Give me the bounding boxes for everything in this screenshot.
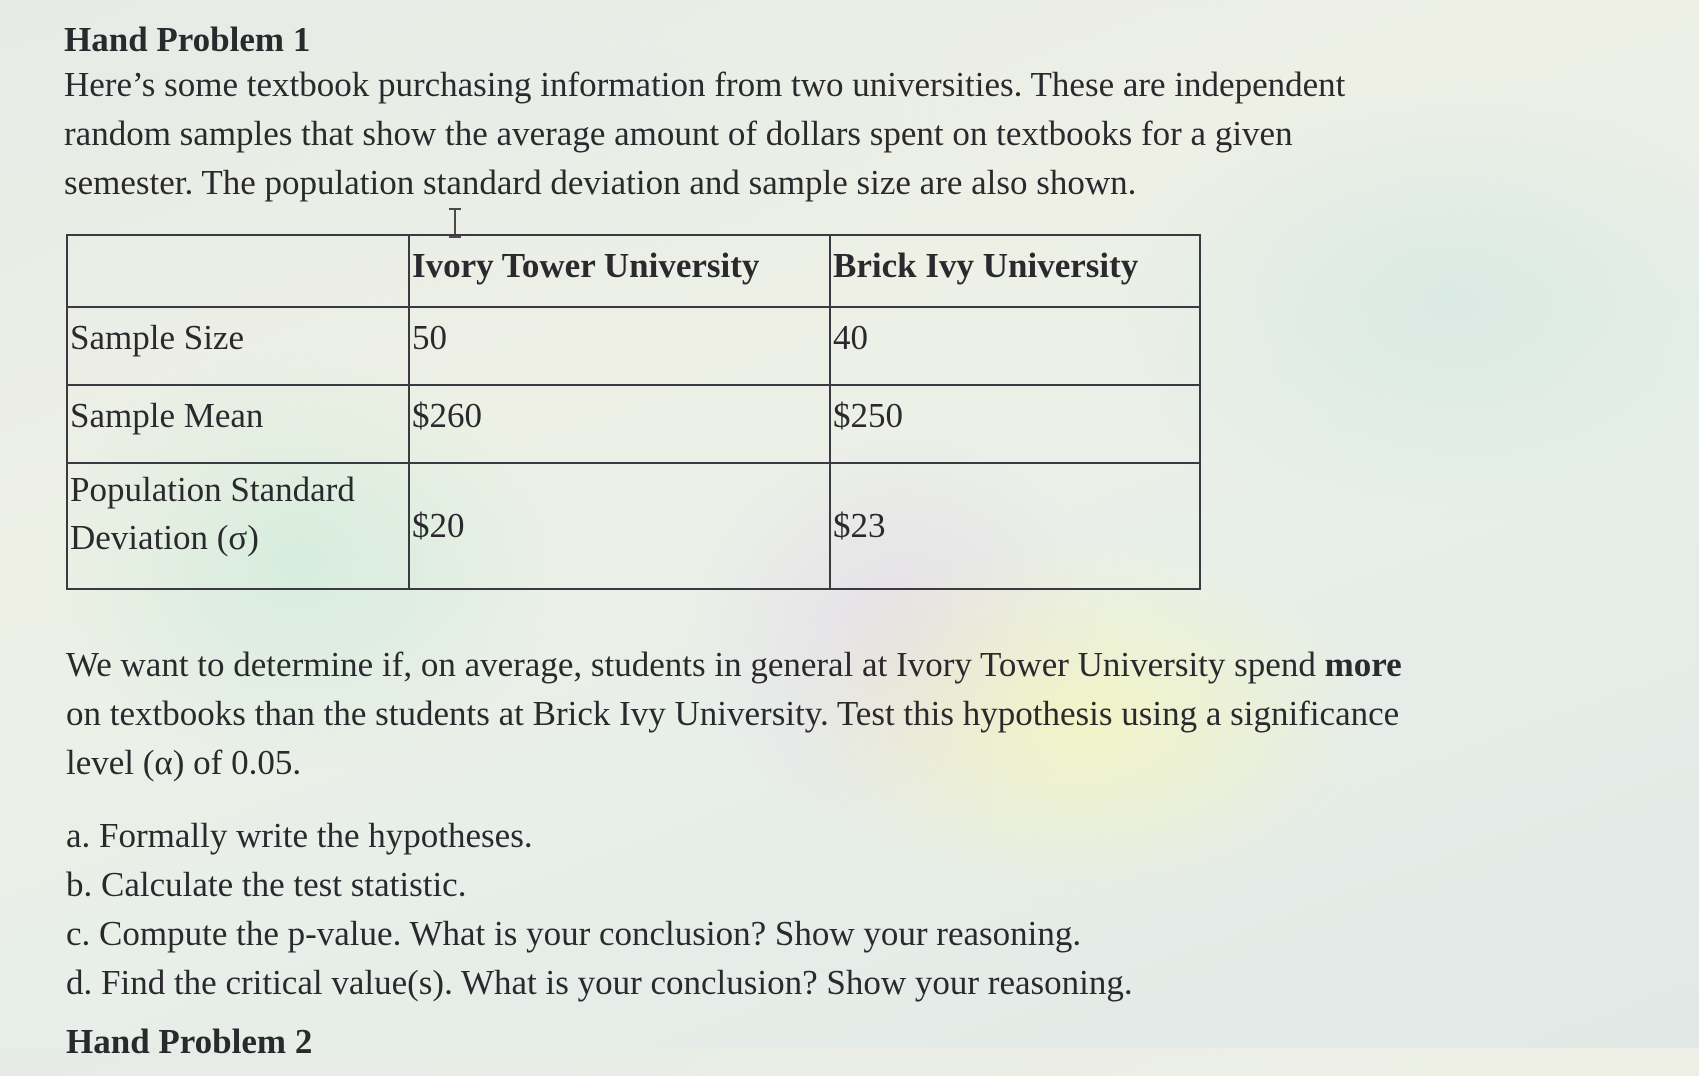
row-label-line: Deviation (σ): [70, 518, 259, 557]
question-text: We want to determine if, on average, students in general at Ivory Tower University spend: [66, 645, 1325, 684]
cell-ivory-sample-size: 50: [409, 307, 830, 385]
row-label-sample-mean: Sample Mean: [67, 385, 409, 463]
table-row: [67, 307, 1200, 385]
table-header-row: [67, 235, 1200, 307]
intro-line: random samples that show the average amount of dollars spent on textbooks for a given: [64, 114, 1293, 153]
header-brick-ivy: Brick Ivy University: [830, 235, 1200, 307]
list-item: a. Formally write the hypotheses.: [66, 816, 533, 855]
header-ivory-tower: Ivory Tower University: [409, 235, 830, 307]
next-problem-title-cutoff: [66, 1022, 586, 1061]
university-comparison-table: [66, 234, 1201, 590]
cell-ivory-sample-mean: $260: [409, 385, 830, 463]
list-item: c. Compute the p-value. What is your conclusion? Show your reasoning.: [66, 914, 1082, 953]
list-item: d. Find the critical value(s). What is your conclusion? Show your reasoning.: [66, 963, 1133, 1002]
question-line: [66, 640, 1606, 689]
intro-line: semester. The population standard deviation and sample size are also shown.: [64, 163, 1137, 202]
table-row: [67, 463, 1200, 589]
question-line: level (α) of 0.05.: [66, 743, 302, 782]
cell-brick-sample-mean: $250: [830, 385, 1200, 463]
row-label-sample-size: Sample Size: [67, 307, 409, 385]
intro-paragraph: [64, 60, 1544, 207]
intro-line: Here’s some textbook purchasing information from two universities. These are independent: [64, 65, 1346, 104]
row-label-population-sd: [67, 463, 409, 589]
row-label-line: Population Standard: [70, 470, 355, 509]
cell-ivory-population-sd: $20: [409, 463, 830, 589]
cell-brick-sample-size: 40: [830, 307, 1200, 385]
question-parts-list: [66, 811, 1133, 1007]
header-empty-cell: [67, 235, 409, 307]
cutoff-text: Hand Problem 2: [66, 1022, 313, 1061]
question-paragraph: [66, 640, 1606, 787]
question-emphasis: more: [1324, 645, 1402, 684]
problem-title: Hand Problem 1: [64, 20, 311, 59]
question-line: on textbooks than the students at Brick Ivy University. Test this hypothesis using a significance: [66, 694, 1400, 733]
cell-brick-population-sd: $23: [830, 463, 1200, 589]
list-item: b. Calculate the test statistic.: [66, 865, 467, 904]
table-row: [67, 385, 1200, 463]
